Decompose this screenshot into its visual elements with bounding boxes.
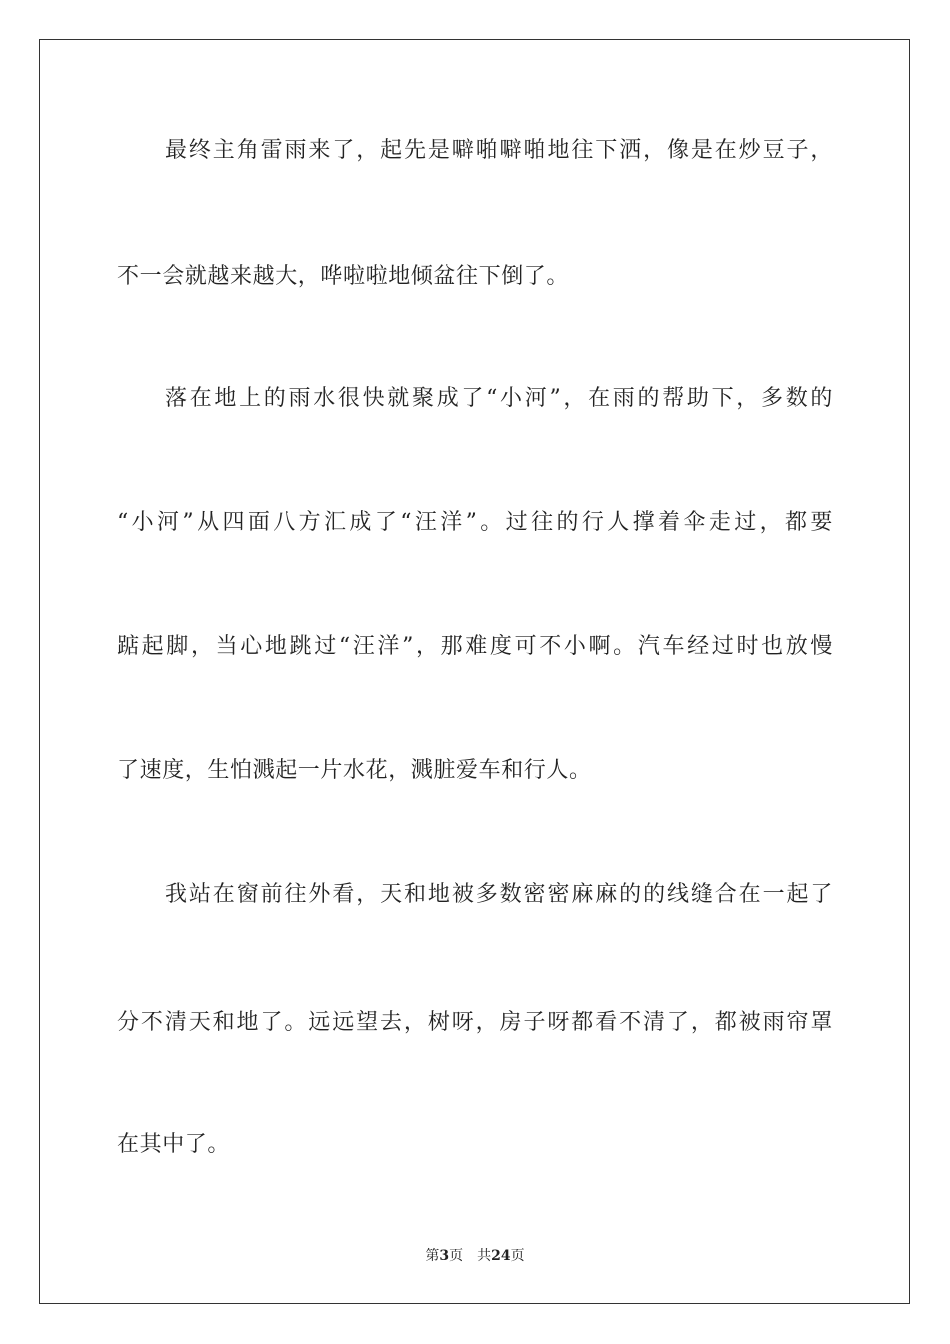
page-prefix: 第 (425, 1248, 440, 1264)
paragraph-2-line-3: 踮起脚，当心地跳过“汪洋”，那难度可不小啊。汽车经过时也放慢 (117, 634, 833, 659)
paragraph-2-line-1: 落在地上的雨水很快就聚成了“小河”，在雨的帮助下，多数的 (165, 386, 833, 411)
page-number: 3 (439, 1248, 450, 1264)
paragraph-2-line-4: 了速度，生怕溅起一片水花，溅脏爱车和行人。 (117, 758, 592, 783)
page-footer (0, 1246, 950, 1266)
page-suffix: 页 (449, 1248, 464, 1264)
paragraph-3-line-2: 分不清天和地了。远远望去，树呀，房子呀都看不清了，都被雨帘罩 (117, 1010, 833, 1035)
paragraph-1-line-2: 不一会就越来越大，哗啦啦地倾盆往下倒了。 (117, 264, 570, 289)
paragraph-3-line-1: 我站在窗前往外看，天和地被多数密密麻麻的的线缝合在一起了 (165, 882, 833, 907)
total-suffix: 页 (510, 1248, 525, 1264)
paragraph-1-line-1: 最终主角雷雨来了，起先是噼啪噼啪地往下洒，像是在炒豆子， (165, 138, 833, 163)
total-pages: 24 (491, 1248, 511, 1264)
page-frame (39, 39, 910, 1304)
paragraph-2-line-2: “小河”从四面八方汇成了“汪洋”。过往的行人撑着伞走过，都要 (117, 510, 833, 535)
total-prefix: 共 (477, 1248, 492, 1264)
paragraph-3-line-3: 在其中了。 (117, 1132, 231, 1157)
